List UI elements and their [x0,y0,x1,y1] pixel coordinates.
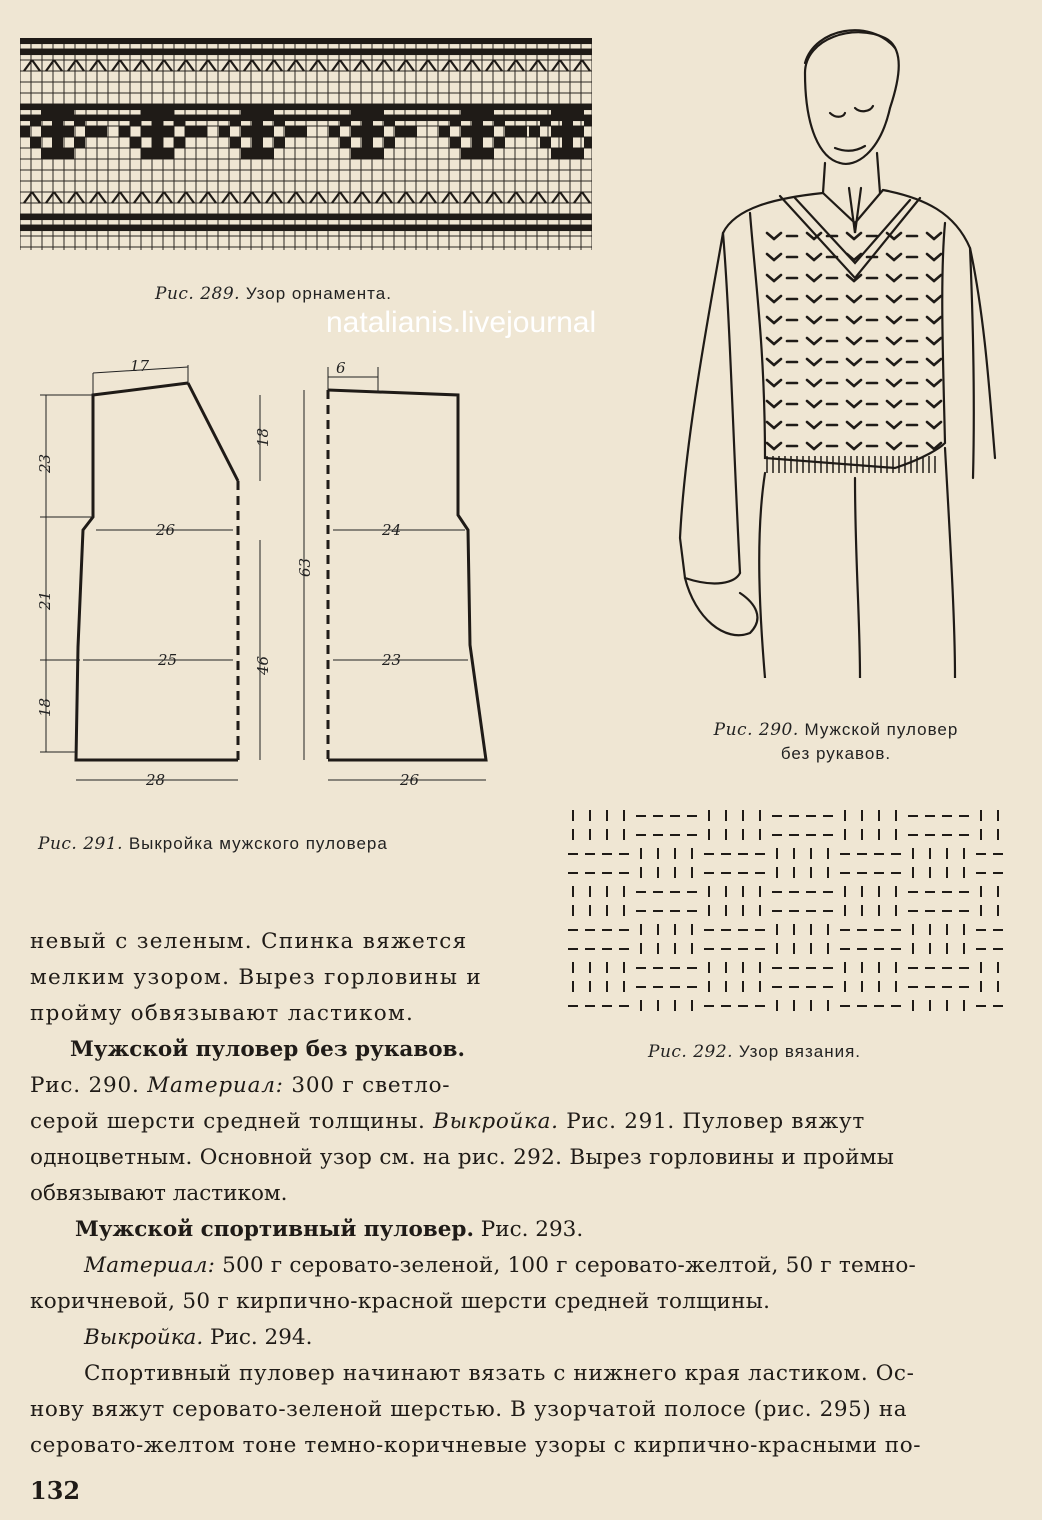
text-line: нову вяжут серовато-зеленой шерстью. В узорчатой полосе (рис. 295) на [30,1397,908,1422]
text-line: невый с зеленым. Спинка вяжется [30,929,468,954]
dim-back-chest: 24 [382,521,402,539]
dim-back-hem: 26 [400,771,420,789]
text-line: Спортивный пуловер начинают вязать с нижнего края ластиком. Ос- [84,1361,915,1386]
text-line: серой шерсти средней толщины. Выкройка. Рис. 291. Пуловер вяжут [30,1109,865,1134]
fig289-caption: Рис. 289. Узор орнамента. [155,284,392,304]
text-line: Рис. 290. Материал: 300 г светло- [30,1073,451,1098]
dim-front-neck-depth: 18 [254,427,272,447]
dim-front-side: 21 [36,590,54,610]
text-line: Мужской спортивный пуловер. Рис. 293. [75,1217,584,1242]
text-line: серовато-желтом тоне темно-коричневые узоры с кирпично-красными по- [30,1433,922,1458]
text-line: обвязывают ластиком. [30,1181,288,1206]
dim-front-hem-height: 18 [36,697,54,717]
dim-front-shoulder: 17 [130,357,150,375]
text-line: одноцветным. Основной узор см. на рис. 292. Вырез горловины и проймы [30,1145,895,1170]
dim-front-chest: 26 [156,521,176,539]
page-number: 132 [30,1476,81,1505]
text-line: Материал: 500 г серовато-зеленой, 100 г серовато-желтой, 50 г темно- [84,1253,916,1278]
dim-front-waist: 25 [158,651,178,669]
fig290-caption: Рис. 290. Мужской пуловер без рукавов. [713,720,959,763]
dim-front-length: 46 [254,655,272,675]
dim-back-length: 63 [296,557,314,577]
text-line: мелким узором. Вырез горловины и [30,965,483,990]
section-heading: Мужской пуловер без рукавов. [70,1037,465,1062]
dim-back-neck: 6 [336,359,346,377]
dim-front-hem: 28 [146,771,166,789]
watermark: natalianis.livejournal [326,306,597,339]
dim-front-armhole: 23 [36,453,54,473]
text-line: коричневой, 50 г кирпично-красной шерсти средней толщины. [30,1289,771,1314]
section-heading: Мужской спортивный пуловер. [75,1217,474,1242]
fig292-caption: Рис. 292. Узор вязания. [648,1042,862,1062]
fig291-caption: Рис. 291. Выкройка мужского пуловера [38,834,388,854]
text-line: пройму обвязывают ластиком. [30,1001,415,1026]
dim-back-waist: 23 [382,651,402,669]
text-line: Выкройка. Рис. 294. [84,1325,313,1350]
